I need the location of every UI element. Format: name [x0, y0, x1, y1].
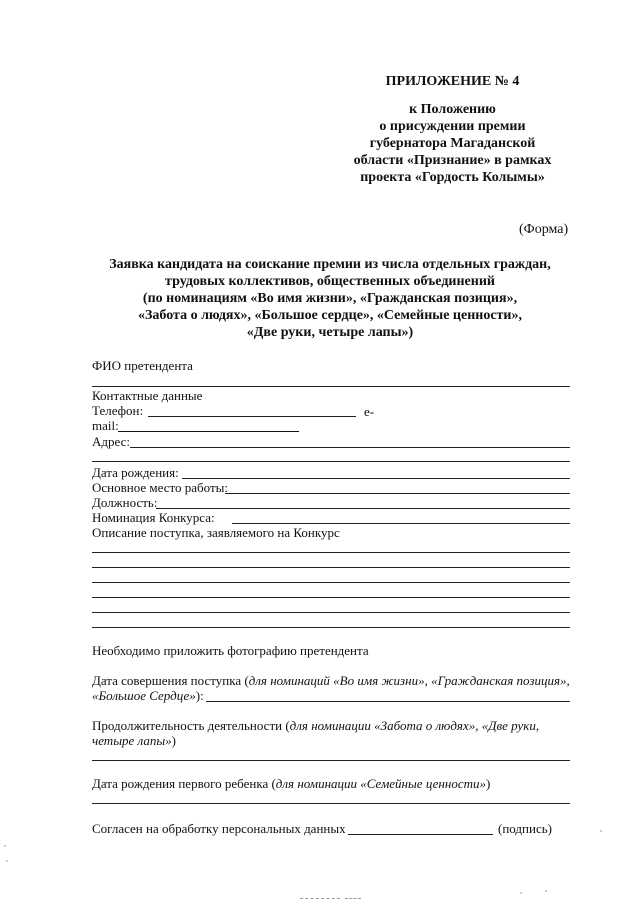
- description-line-1[interactable]: [92, 552, 570, 553]
- consent-label: Согласен на обработку персональных данных: [92, 821, 346, 836]
- deed-date-label: [92, 673, 570, 688]
- first-child-label: [92, 776, 490, 791]
- fio-label: ФИО претендента: [92, 358, 193, 373]
- deed-date-line[interactable]: [206, 701, 570, 702]
- position-line[interactable]: [156, 508, 570, 509]
- photo-note: Необходимо приложить фотографию претендента: [92, 643, 369, 658]
- first-child-line[interactable]: [92, 803, 570, 804]
- appendix-line-3: губернатора Магаданской: [369, 136, 536, 151]
- duration-text: Продолжительность деятельности (: [92, 718, 290, 733]
- deed-date-text: Дата совершения поступка (: [92, 673, 249, 688]
- deed-date-tail: ):: [195, 688, 204, 703]
- appendix-line-5: проекта «Гордость Колымы»: [360, 170, 545, 185]
- phone-line[interactable]: [148, 416, 356, 417]
- duration-italic: для номинации «Забота о людях», «Две руки,: [289, 718, 540, 733]
- email-line[interactable]: [118, 431, 299, 432]
- duration-line[interactable]: [92, 760, 570, 761]
- scan-artifact-dot: [4, 845, 6, 847]
- signature-line[interactable]: [348, 834, 493, 835]
- description-line-3[interactable]: [92, 582, 570, 583]
- position-label: Должность:: [92, 495, 158, 510]
- nomination-line[interactable]: [232, 523, 570, 524]
- address-label: Адрес:: [92, 434, 130, 449]
- scan-artifact-dot: [520, 892, 522, 894]
- application-title-line-2: трудовых коллективов, общественных объединений: [165, 274, 495, 289]
- deed-date-italic-2: «Большое Сердце»: [92, 688, 196, 703]
- birth-date-line[interactable]: [182, 478, 570, 479]
- description-label: Описание поступка, заявляемого на Конкурс: [92, 525, 340, 540]
- signature-label: (подпись): [498, 821, 552, 836]
- first-child-tail: ): [485, 776, 491, 791]
- duration-label: [92, 718, 539, 733]
- description-line-4[interactable]: [92, 597, 570, 598]
- appendix-line-1: к Положению: [409, 102, 496, 117]
- form-label: (Форма): [519, 222, 569, 237]
- scan-artifact-dot: [600, 830, 602, 832]
- birth-date-label: Дата рождения:: [92, 465, 179, 480]
- application-title-line-5: «Две руки, четыре лапы»): [246, 325, 414, 340]
- address-line[interactable]: [130, 447, 570, 448]
- contacts-label: Контактные данные: [92, 388, 203, 403]
- appendix-title: ПРИЛОЖЕНИЕ № 4: [385, 74, 520, 89]
- duration-label-2: [92, 733, 176, 748]
- scan-artifact-dot: [545, 890, 547, 892]
- email-label-part2: mail:: [92, 418, 119, 433]
- workplace-line[interactable]: [225, 493, 570, 494]
- scan-artifact-dot: [6, 860, 8, 862]
- email-label-part1: e-: [364, 404, 375, 419]
- scan-artifact-line-2: [345, 898, 361, 899]
- duration-italic-2: четыре лапы»: [92, 733, 172, 748]
- appendix-line-2: о присуждении премии: [379, 119, 526, 134]
- duration-tail: ): [171, 733, 176, 748]
- phone-label: Телефон:: [92, 403, 144, 418]
- first-child-text: Дата рождения первого ребенка (: [92, 776, 276, 791]
- first-child-italic: для номинации «Семейные ценности»: [275, 776, 486, 791]
- fio-line[interactable]: [92, 386, 570, 387]
- deed-date-label-2: [92, 688, 204, 703]
- scan-artifact-line: [300, 898, 340, 899]
- description-line-2[interactable]: [92, 567, 570, 568]
- nomination-label: Номинация Конкурса:: [92, 510, 215, 525]
- appendix-line-4: области «Признание» в рамках: [353, 153, 552, 168]
- application-title-line-4: «Забота о людях», «Большое сердце», «Семейные ценности»,: [138, 308, 522, 323]
- description-line-6[interactable]: [92, 627, 570, 628]
- deed-date-italic: для номинаций «Во имя жизни», «Гражданская позиция»,: [248, 673, 570, 688]
- application-title-line-3: (по номинациям «Во имя жизни», «Гражданская позиция»,: [142, 291, 518, 306]
- address-line-2[interactable]: [92, 461, 570, 462]
- workplace-label: Основное место работы:: [92, 480, 228, 495]
- application-title-line-1: Заявка кандидата на соискание премии из числа отдельных граждан,: [109, 257, 551, 272]
- description-line-5[interactable]: [92, 612, 570, 613]
